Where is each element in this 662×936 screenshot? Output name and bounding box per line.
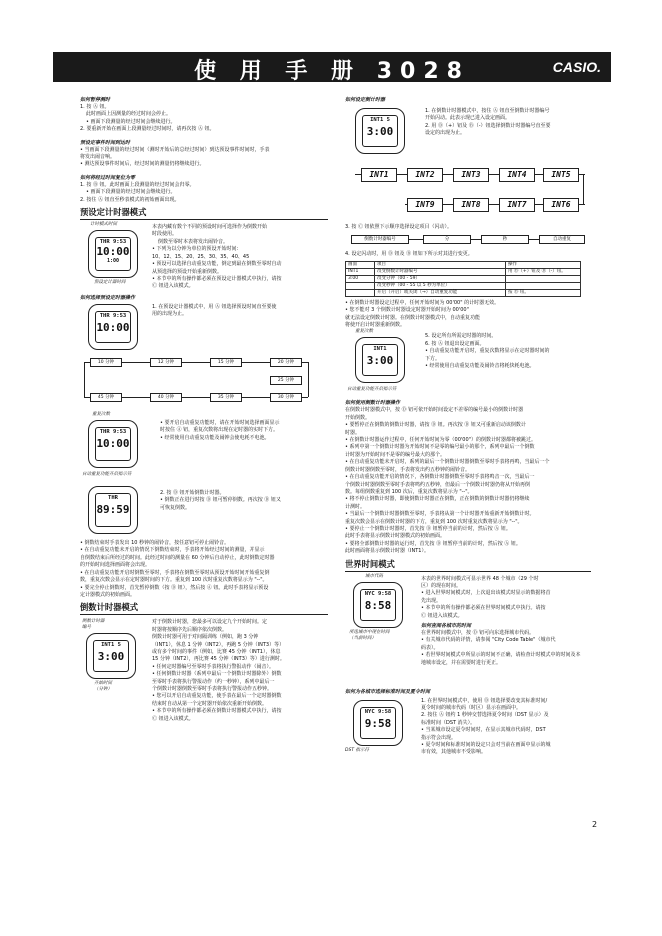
flow-line [308,362,309,397]
select-heading: 如何选择预设定时器操作 [80,295,136,302]
text-line: • 本节中的所有操作都必须在世界时间模式中执行。请按 [421,605,546,612]
text-line: • 当画面下段测量的经过时间（测时开始后的总经过时间）到达预设事件时间时，手表 [80,146,270,153]
text-line: • 画面下段测量的经过时间会继续进行。 [86,118,176,125]
text-line: • 在自动重复功能未开启时，系列的最后一个倒数计时器倒数至零时手表将再鸣，当最后一个 [345,459,550,466]
text-line: 10、12、15、20、25、30、35、40、45 [152,253,250,260]
watch-lcd [362,115,398,147]
text-line: 重复次数会显示在倒数计时器的下方，重复到 100 次时重复次数将显示为 "--"。 [345,518,523,525]
flow-line [84,362,85,397]
text-line: 倒数计时器可用于对间隔训练（例如，跑 3 分钟 [152,634,259,641]
flow-line [583,174,584,204]
flow-box: 12 分钟 [150,358,182,367]
int-box: INT2 [407,168,443,182]
use-text [345,407,591,555]
seq-box: 倒数计时器编号 [351,235,409,244]
text-line: • 若世界时间模式中所显示的时间不正确，请检查计时模式中的时间及本 [421,652,581,659]
text-line: 市有效，其他城市不受影响。 [421,749,487,756]
flow-box: 35 分钟 [210,393,242,402]
text-line: 区）的现在时间。 [421,582,462,589]
right-column [345,96,591,766]
text-line: • 当最后一个倒数计时器倒数至零时，手表将从第一个计时器开始重新开始倒数计时。 [345,511,535,518]
text-line: • 您可以开启自动重复功能，使手表在最后一个定时器倒数 [152,693,282,700]
text-line: • 要完全停止倒数时，首先暂停倒数（按 Ⓓ 钮），然后按 Ⓐ 钮。此时手表将显示预设 [80,584,269,591]
text-line: 或有多个时间的事件（例如，比赛 45 分钟（INT1），休息 [152,648,281,655]
watch-lcd [95,427,131,461]
lcd-main: 8:58 [364,598,392,612]
lcd-top: NYC 9:58 [364,590,392,597]
text-line: • 当某城市设定夏令时间时，在显示其城市代码时，DST [421,727,546,734]
text-line: 计时器为开始时间不是零的编号最大的那个。 [345,451,446,458]
watch-diagram [355,108,405,154]
text-line: 夏令时间的城市代码（时区）显示在画面中。 [421,704,522,711]
text-line: 定计器模式的初始画面。 [80,591,136,598]
text-line: 数，重复次数会显示在定时器时间的下方。重复到 100 次时重复次数将显示为 "--"。 [80,577,268,584]
table-cell: 3:00 [346,275,375,282]
text-line: （INT1），休息 1 分钟（INT2），再跑 5 分钟（INT3）等） [152,641,285,648]
select-section [80,302,328,352]
text-line: 码表）。 [421,644,439,651]
text-line: 将使开启计时器重新倒数。 [345,322,406,329]
text-line: 5. 设定所有所需定时器的时间。 [425,333,497,340]
text-line: 至零时手表将执行警报动作（约一秒钟），系列中最后一 [152,678,275,685]
text-line: 指示符会出现。 [421,734,457,741]
text-line: Ⓒ 钮进入该模式。 [421,612,463,619]
lcd-main: 9:58 [364,716,392,730]
int-box: INT7 [499,198,535,212]
int-flow-diagram [345,160,591,224]
text-line: 时器将按顺序先后顺序依次倒数。 [152,626,228,633]
caption: 重复次数 [355,329,373,335]
setup-section [345,104,591,160]
text-line: • 您不能对 3 个倒数计时器设定时器开始时间为 00'00" [345,307,469,314]
watch-lcd [93,640,129,672]
watch-lcd [360,707,396,739]
setup-heading: 如何设定倒计时器 [345,97,386,103]
caption: 自动重复功能开启指示符 [347,387,397,393]
table-notes [345,300,591,330]
start-section [80,484,328,540]
text-line: Ⓒ 钮进入该模式。 [152,283,194,290]
text-line: • 在倒数计时器运作过程中，任何开始时间为零（00'00"）的倒数计时器都将被跳过。 [345,437,536,444]
text-line: 开始闪动。此表示现已进入设定画面。 [425,115,511,122]
text-line: 1. 按 Ⓐ 钮。 [80,104,110,110]
text-line: • 系列中第一个倒数计时器为开始时间不是零的编号最小的那个，系列中最后一个倒数 [345,444,535,451]
watch-diagram [353,700,403,746]
preset-text [152,224,328,291]
page-number: 2 [592,820,598,829]
caption: 倒数计时器 [82,619,105,625]
seq-diagram [345,231,591,247]
flow-box: 25 分钟 [270,376,302,385]
text-line: 在倒数计时器模式中，按 Ⓓ 钮可依开始时间设定不差零的编号最小的倒数计时器 [345,407,524,414]
text-line: • 将不停止倒数计时器，即使倒数计时器正在倒数，正在倒数的倒数计时器仍将继续 [345,496,530,503]
lcd-top: NYC 9:58 [364,708,392,715]
lcd-top: THR [108,495,118,502]
text-line: 6. 按 Ⓐ 钮退出设定画面。 [425,340,485,347]
lcd-main: 10:00 [96,245,130,259]
table-header: 画面 [346,261,375,268]
lcd-top: INT1 5 [370,117,390,123]
select-text [152,304,328,319]
text-line: • 进入世界时间模式时，上次退出该模式时显示的数据将首 [421,590,551,597]
manual-title: 使 用 手 册 3028 [194,59,470,84]
caption: 城市代码 [365,573,383,579]
text-line: • 在自动重复功能未开启的情况下倒数结束时，手表将开始经过时间的测量，并显示 [80,547,265,554]
table-cell [346,289,375,296]
event-heading: 预设定事件时间到达时 [80,139,131,146]
dst-section [345,696,591,766]
text-line: • 要停止一个倒数计时器时，首先按 Ⓓ 钮暂停当前的计时，然后按 Ⓐ 钮。 [345,525,511,532]
table-cell: 改变秒钟（00 - 55 以 5 秒为单位） [375,282,506,289]
text-line: 1. 在预设定计器模式中，用 Ⓐ 钮选择预设时间直至要使 [152,304,277,311]
text-line: 地城市设定，并在需要时进行更正。 [421,659,502,666]
setup-text [425,108,591,138]
lcd-top: INT1 5 [101,642,121,649]
text-line: 时器。 [345,429,361,436]
table-cell: 开启（开启）或关闭（→）自动重复功能 [375,289,506,296]
table-cell [506,282,581,289]
text-line: • 测达预设事件时间后，经过时间的测量仍将继续进行。 [80,161,205,168]
text-line: 15 分钟（INT2），再比赛 45 分钟（INT3）等）进行测时。 [152,656,285,663]
seq-box: 自动重复 [539,235,585,244]
text-line: 2. 要重新开始在画面上段测量经过时间时，请再次按 Ⓐ 钮。 [80,126,215,133]
text-line: 在世界时间模式中，按 Ⓓ 钮可向东选择城市代码。 [421,630,535,636]
text-line: 时段使用。 [152,231,178,238]
text-line: 本表内藏有数个不同的预设时间可选择作为倒数开始 [152,224,268,231]
sub-heading: 如何查阅各城市的时间 [421,623,472,629]
preset-timer-heading: 预设定计时器模式 [80,207,328,220]
text-line: 此时手表将显示倒数计时器模式的初始画面。 [345,533,446,540]
countdown-text [152,619,328,723]
text-line: • 任何倒数计时器（系列中最后一个倒数计时器除外）倒数 [152,671,282,678]
text-line: 从预选择的预设开始重新倒数。 [152,268,223,275]
text-line: • 自动重复功能开启时，重复次数将显示在定时器时间的 [425,348,550,355]
step4-text: 4. 设定闪动时，用 Ⓓ 钮及 Ⓑ 钮如下所示对其进行变更。 [345,251,473,258]
lcd-top: THR 9:53 [99,313,127,320]
table-cell [346,282,375,289]
flow-box: 15 分钟 [210,358,242,367]
text-line: • 下列为以分钟为单位的预设开始时间： [152,246,242,253]
caption: （分钟） [94,687,112,693]
caption: 预设定计器时间 [94,280,126,286]
watch-diagram [353,582,403,628]
text-line: 计测时。 [345,503,366,510]
text-line: • 预设可以选择自动重复功能，倒定到最在倒数至零时自动 [152,261,282,268]
table-cell [506,275,581,282]
lcd-top: INT1 [373,346,387,353]
text-line: • 经常使用自动重复功能及闹钟会使电耗不电池。 [160,434,270,441]
flow-box: 40 分钟 [150,393,182,402]
preset-flow-diagram [80,352,328,412]
caption: （当前时间） [349,635,376,641]
watch-lcd [95,311,131,343]
pause-heading: 如何暂停测时 [80,97,111,103]
text-line: • 在倒数计时器设定过程中，任何开始时间为 00'00" 的计时器无效。 [345,299,500,306]
lcd-main: 3:00 [366,354,394,368]
flow-box: 10 分钟 [90,358,122,367]
seq-box: 秒 [481,235,529,244]
seq-box: 分 [423,235,471,244]
text-line: • 夏令时间和标准时间的设定只会对当前在画面中显示的城 [421,742,551,748]
repeat-section [80,412,328,484]
text-line: • 画面下段测量的经过时间会继续进行。 [86,189,176,196]
watch-diagram [86,633,136,679]
text-line: 下方。 [425,355,441,362]
text-line: • 任何定时器编号至零时手表将执行警报动作（闹音）。 [152,663,275,670]
text-line: 倒数计时器倒数至零时，手表将发出约五秒钟的闹铃音。 [345,466,471,473]
text-line: 个倒数计时器倒数至零时手表将执行警报动作五秒钟。 [152,685,273,692]
text-line: • 本节中的所有操作都必须在预设定计器模式中执行，请按 [152,275,282,282]
watch-diagram [88,230,138,278]
pause-lines [80,104,328,134]
text-line: 结束时自动从第一个定时器开始依次重新开始倒数。 [152,700,268,707]
watch-lcd [95,493,131,527]
lcd-main: 3:00 [97,650,125,664]
int-box: INT9 [407,198,443,212]
text-line: 数。每组倒数重复到 100 次后，重复次数将显示为 "--"。 [345,488,473,495]
casio-logo: CASIO. [552,59,601,75]
lcd-bottom: 1:00 [106,258,120,265]
text-line: 对于倒数计时器，您最多可以设定九个开始时间。定 [152,619,268,626]
watch-lcd [95,237,131,271]
text-line: 此时画面上因测量的经过时间会停止。 [86,111,172,118]
repeat-text [160,420,328,442]
table-cell: 按 Ⓓ 钮。 [506,289,581,296]
repeat-text-right [425,333,591,370]
int-box: INT8 [453,198,489,212]
world-text [421,576,591,667]
watch-diagram [88,486,138,534]
text-line: • 在自动重复功能开启时倒数至零时，手表将在倒数至零时从预设开始时间开始重复倒 [80,569,270,576]
preset-section [80,224,328,294]
text-line: 设定的出现为止。 [425,130,466,137]
text-line: 本表的世界时间模式可显示世界 48 个城市（29 个时 [421,575,539,582]
caption: 编号 [82,625,91,631]
int-box: INT4 [499,168,535,182]
text-line: • 在自动重复功能开启的情况下，各倒数计时器倒数至零时手表将鸣音一次，当最后一 [345,474,535,481]
text-line: • 有关城市代码的详情，请参阅 "City Code Table"（城市代 [421,637,556,644]
caption: 重复次数 [92,412,110,418]
page-header [53,52,611,82]
text-line: • 要将全部倒数计时器的运行时，首先按 Ⓓ 钮暂停当前的计时，然后按 Ⓐ 钮。 [345,540,521,547]
world-section [345,573,591,688]
watch-diagram [88,420,138,468]
text-line: 自倒数结束后所经过的时间。此经过时间的测量在 60 分钟后自动停止，此时倒数定时器 [80,554,275,561]
world-time-heading: 世界时间模式 [345,559,591,572]
text-line: 可恢复倒数。 [160,504,191,511]
text-line: • 要暂停正在倒数的倒数计时器，请按 Ⓓ 钮。再次按 Ⓓ 钮又可重新启动该倒数计 [345,422,526,429]
countdown-section [80,619,328,723]
caption: 所选城市中现在时间 [349,629,390,635]
dst-heading: 如何为各城市选择标准时间及夏令时间 [345,688,431,695]
left-column [80,96,328,723]
countdown-heading: 倒数计时器模式 [80,602,328,615]
settings-table [345,261,581,297]
text-line: 此时画面将显示倒数计时器（INT1）。 [345,548,429,555]
int-box: INT3 [453,168,489,182]
watch-diagram [355,337,405,383]
table-cell: 改变倒数计时器编号 [375,268,506,275]
use-heading: 如何使用倒数计时器操作 [345,400,401,407]
text-line: • 倒数正在进行时按 Ⓓ 钮可暂停倒数。再次按 Ⓓ 钮又 [160,497,281,504]
notes [80,540,328,599]
text-line: 的开始时间选择画面将会出现。 [80,562,151,569]
text-line: 开始倒数。 [345,414,371,421]
text-line: 用的出现为止。 [152,311,188,318]
caption: 计时模式时间 [90,222,117,228]
caption: 开始时间 [94,681,112,687]
dst-text [421,698,591,757]
repeat-section-right [345,329,591,399]
flow-box: 30 分钟 [270,393,302,402]
text-line: 1. 在世界时间模式中，使用 Ⓓ 钮选择要改变其标准时间/ [421,697,548,704]
caption: 自动重复功能开启指示符 [82,472,132,478]
int-box: INT5 [543,168,579,182]
text-line: • 倒数结束时手表发出 10 秒钟的闹铃音，按任意钮可停止闹铃音。 [80,540,230,547]
text-line: • 本节中的所有操作都必须在倒数计时器模式中执行，请按 [152,708,282,715]
watch-lcd [360,589,396,621]
table-header: 项目 [375,261,506,268]
text-line: 时按住 Ⓐ 钮，重复次数将出现在定时器的实时下方。 [160,427,279,434]
text-line: 个倒数计时器倒数至零时手表将鸣约五秒钟，但最后一个倒数计时器仍将从开始再倒 [345,481,531,488]
text-line: 标准时间（DST 消失）。 [421,719,476,726]
text-line: • 要开启自动重复功能时，请在开始时间选择画面显示 [160,420,280,427]
table-header: 操作 [506,261,581,268]
text-line: 2. 用 Ⓓ（+）钮及 Ⓑ（-）钮选择倒数计时器编号直至要 [425,122,551,129]
start-text [160,490,328,512]
flow-box: 20 分钟 [270,358,302,367]
table-cell: 改变分钟（00 - 59） [375,275,506,282]
text-line: • 经常使用自动重复功能及闹铃音将耗快耗电池。 [425,363,535,370]
lcd-top: THR 9:53 [99,239,127,246]
watch-diagram [88,304,138,350]
reset-heading: 如何将经过时间复位为零 [80,174,136,181]
text-line: 1. 在倒数计时器模式中，按住 Ⓐ 钮直至倒数计时器编号 [425,108,550,114]
text-line: 2. 按 Ⓓ 钮开始倒数计时器。 [160,490,225,497]
lcd-main: 10:00 [96,437,130,451]
lcd-main: 10:00 [96,321,130,335]
lcd-main: 89:59 [96,503,130,517]
step3-text: 3. 按 Ⓒ 钮依照下示顺序选择设定项目（闪动）。 [345,224,453,230]
flow-box: 45 分钟 [90,393,122,402]
int-box: INT6 [543,198,579,212]
text-line: 1. 按 Ⓑ 钮。此时画面上段测量的经过时间会归零。 [80,181,195,188]
text-line: 2. 按住 Ⓐ 钮直至秒表模式的初始画面出现。 [80,196,180,203]
caption: DST 指示符 [345,747,370,753]
text-line: 先出现。 [421,597,442,604]
lcd-main: 3:00 [366,125,394,138]
table-cell: INT1 [346,268,375,275]
int-box: INT1 [361,168,397,182]
text-line: Ⓒ 钮进入该模式。 [152,715,194,722]
text-line: 倒数至零时本表将发出闹铃音。 [158,238,229,245]
watch-lcd [362,344,398,376]
text-line: 将发出闹音响。 [80,154,116,161]
lcd-top: THR 9:53 [99,429,127,436]
text-line: 2. 按住 Ⓐ 钮约 1 秒钟交替选择夏令时间（DST 显示）及 [421,712,549,719]
text-line: 就无法设定倒数计时器。在倒数计时器模式中，自动重复功能 [345,314,481,321]
table-cell: 用 Ⓓ（+）钮及 Ⓑ（-）钮。 [506,268,581,275]
